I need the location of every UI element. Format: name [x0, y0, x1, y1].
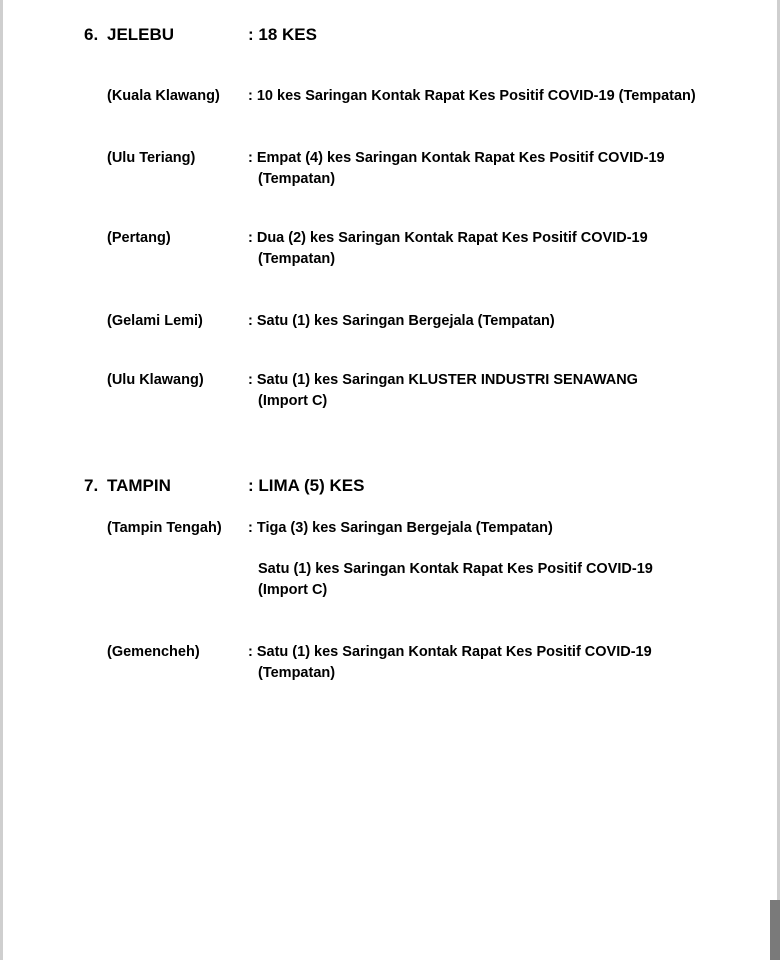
district-name: JELEBU [107, 25, 175, 44]
area-detail-continuation: (Import C) [258, 393, 328, 409]
area-detail: : Satu (1) kes Saringan KLUSTER INDUSTRI SENAWANG [248, 372, 638, 388]
area-detail: : Empat (4) kes Saringan Kontak Rapat Kes Positif COVID-19 [248, 150, 665, 166]
area-detail-extra: Satu (1) kes Saringan Kontak Rapat Kes Positif COVID-19 [258, 561, 653, 577]
area-name: (Ulu Teriang) [107, 150, 196, 166]
area-name: (Gemencheh) [107, 644, 200, 660]
area-detail-continuation: (Tempatan) [258, 171, 336, 187]
section-number: 6. [84, 25, 99, 44]
area-name: (Gelami Lemi) [107, 313, 203, 329]
area-name: (Tampin Tengah) [107, 520, 222, 536]
area-detail-continuation: (Tempatan) [258, 665, 336, 681]
district-total: : 18 KES [248, 25, 317, 44]
section-number: 7. [84, 476, 99, 495]
page-border-left [0, 0, 3, 960]
area-name: (Ulu Klawang) [107, 372, 204, 388]
area-detail: : Tiga (3) kes Saringan Bergejala (Tempatan) [248, 520, 553, 536]
area-name: (Kuala Klawang) [107, 88, 220, 104]
district-name: TAMPIN [107, 476, 171, 495]
scrollbar-thumb[interactable] [770, 900, 780, 960]
district-total: : LIMA (5) KES [248, 476, 365, 495]
area-detail-continuation: (Tempatan) [258, 251, 336, 267]
area-detail: : Satu (1) kes Saringan Kontak Rapat Kes Positif COVID-19 [248, 644, 652, 660]
area-detail: : 10 kes Saringan Kontak Rapat Kes Positif COVID-19 (Tempatan) [248, 88, 696, 104]
area-detail: : Dua (2) kes Saringan Kontak Rapat Kes Positif COVID-19 [248, 230, 648, 246]
area-detail-continuation: (Import C) [258, 582, 328, 598]
area-detail: : Satu (1) kes Saringan Bergejala (Tempatan) [248, 313, 555, 329]
area-name: (Pertang) [107, 230, 171, 246]
